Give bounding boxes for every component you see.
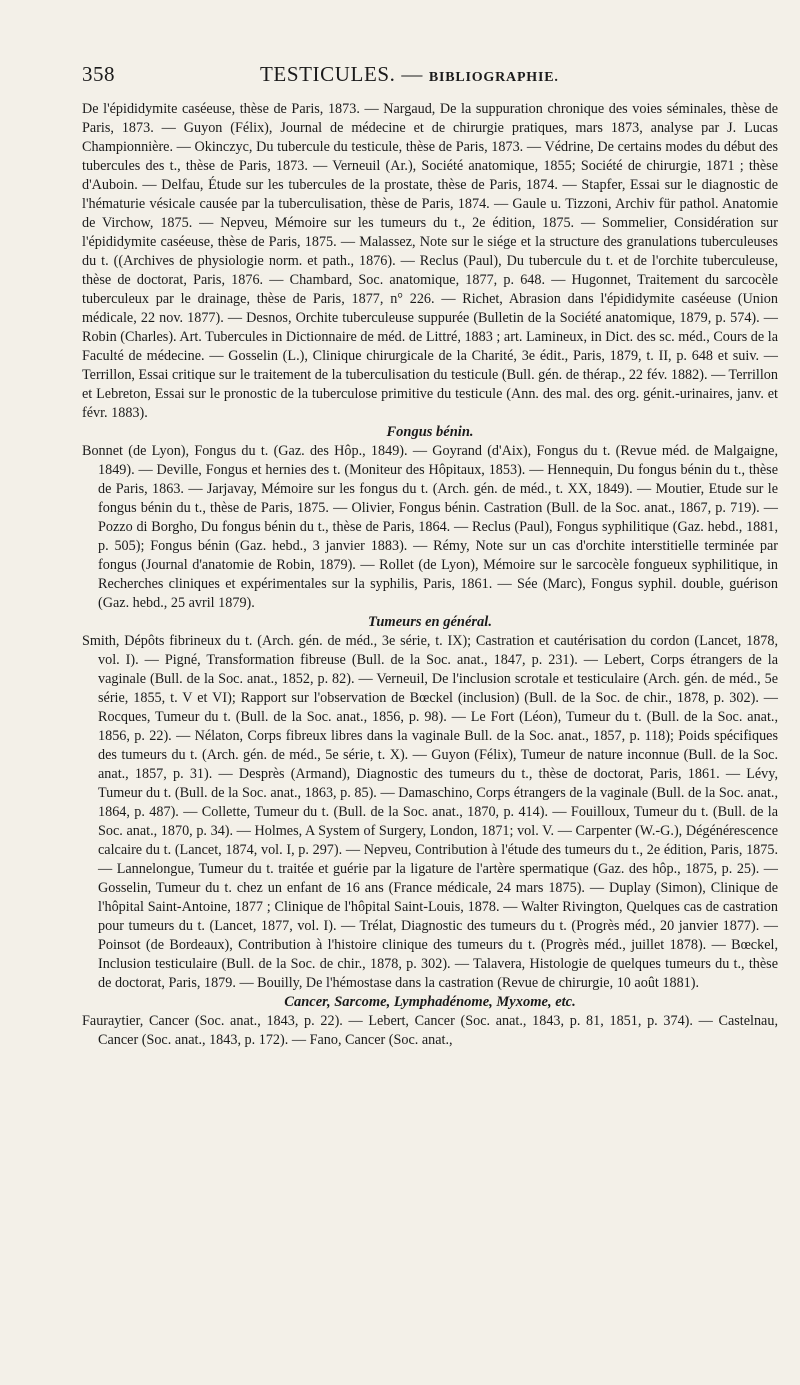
section-title-fongus: Fongus bénin. — [386, 424, 474, 440]
page-number: 358 — [82, 62, 115, 86]
section-title-cancer: Cancer, Sarcome, Lymphadénome, Myxome, etc. — [284, 994, 576, 1010]
running-head — [260, 62, 559, 87]
section-title-tumeurs: Tumeurs en général. — [368, 614, 492, 630]
bibliography-paragraph-fongus: Bonnet (de Lyon), Fongus du t. (Gaz. des Hôp., 1849). — Goyrand (d'Aix), Fongus du t. (Revue méd. de Malgaigne, 1849). — Deville, Fongus et hernies des t. (Moniteur des Hôpitaux, 1853). — Hennequin, Du fongus bénin du t., thèse de Paris, 1863. — Jarjavay, Mémoire sur les fongus du t. (Arch. gén. de méd., t. XX, 1849). — Moutier, Etude sur le fongus bénin du t., thèse de Paris, 1875. — Olivier, Fongus bénin. Castration (Bull. de la Soc. anat., 1867, p. 719). — Pozzo di Borgho, Du fongus bénin du t., thèse de Paris, 1864. — Reclus (Paul), Fongus syphilitique (Gaz. hebd., 1881, p. 505); Fongus bénin (Gaz. hebd., 3 janvier 1883). — Rémy, Note sur un cas d'orchite interstitielle terminée par fongus (Journal d'anatomie de Robin, 1879). — Rollet (de Lyon), Mémoire sur le sarcocèle fongueux syphilitique, in Recherches cliniques et expérimentales sur la syphilis, Paris, 1861. — Sée (Marc), Fongus syphil. double, guérison (Gaz. hebd., 25 avril 1879). — [82, 443, 778, 611]
running-head-separator: — — [395, 62, 429, 86]
bibliography-paragraph-tuberculose: De l'épididymite caséeuse, thèse de Paris, 1873. — Nargaud, De la suppuration chronique des voies séminales, thèse de Paris, 1873. — Guyon (Félix), Journal de médecine et de chirurgie pratiques, mars 1873, analyse par J. Lucas Championnière. — Okinczyc, Du tubercule du testicule, thèse de Paris, 1873. — Védrine, De certains modes du début des tubercules des t., thèse de Paris, 1873. — Verneuil (Ar.), Société anatomique, 1855; Société de chirurgie, 1871 ; thèse d'Auboin. — Delfau, Étude sur les tubercules de la prostate, thèse de Paris, 1874. — Stapfer, Essai sur le diagnostic de l'hématurie vésicale causée par la tuberculisation, thèse de Paris, 1874. — Gaule u. Tizzoni, Archiv für pathol. Anatomie de Virchow, 1875. — Nepveu, Mémoire sur les tumeurs du t., 2e édition, 1875. — Sommelier, Considération sur l'épididymite caséeuse, thèse de Paris, 1875. — Malassez, Note sur le siége et la structure des granulations tuberculeuses du t. ((Archives de physiologie norm. et path., 1876). — Reclus (Paul), Du tubercule du t. et de l'orchite tuberculeuse, thèse de doctorat, Paris, 1876. — Chambard, Soc. anatomique, 1877, p. 648. — Hugonnet, Traitement du sarcocèle tuberculeux par le drainage, thèse de Paris, 1877, n° 226. — Richet, Abrasion dans l'épididymite caséeuse (Union médicale, 22 nov. 1877). — Desnos, Orchite tuberculeuse suppurée (Bulletin de la Société anatomique, 1879, p. 574). — Robin (Charles). Art. Tubercules in Dictionnaire de méd. de Littré, 1883 ; art. Lamineux, in Dict. des sc. méd., Cours de la Faculté de médecine. — Gosselin (L.), Clinique chirurgicale de la Charité, 3e édit., Paris, 1879, t. II, p. 648 et suiv. — Terrillon, Essai critique sur le traitement de la tuberculisation du testicule (Bull. gén. de thérap., 22 fév. 1882). — Terrillon et Lebreton, Essai sur le pronostic de la tuberculose primitive du testicule (Ann. des mal. des org. génit.-urinaires, janv. et févr. 1883). — [82, 101, 778, 421]
bibliography-paragraph-tumeurs: Smith, Dépôts fibrineux du t. (Arch. gén. de méd., 3e série, t. IX); Castration et cautérisation du cordon (Lancet, 1878, vol. I). — Pigné, Transformation fibreuse (Bull. de la Soc. anat., 1847, p. 231). — Lebert, Corps étrangers de la vaginale (Bull. de la Soc. anat., 1852, p. 82). — Verneuil, De l'inclusion scrotale et testiculaire (Arch. gén. de méd., 5e série, 1855, t. V et VI); Rapport sur l'observation de Bœckel (inclusion) (Bull. de la Soc. de chir., 1878, p. 302). — Rocques, Tumeur du t. (Bull. de la Soc. anat., 1856, p. 98). — Le Fort (Léon), Tumeur du t. (Bull. de la Soc. anat., 1856, p. 22). — Nélaton, Corps fibreux libres dans la vaginale Bull. de la Soc. anat., 1857, p. 118); Poids spécifiques des tumeurs du t. (Arch. gén. de méd., 5e série, t. X). — Guyon (Félix), Tumeur de nature inconnue (Bull. de la Soc. anat., 1857, p. 31). — Desprès (Armand), Diagnostic des tumeurs du t., thèse de doctorat, Paris, 1861. — Lévy, Tumeur du t. (Bull. de la Soc. anat., 1863, p. 85). — Damaschino, Corps étrangers de la vaginale (Bull. de la Soc. anat., 1864, p. 487). — Collette, Tumeur du t. (Bull. de la Soc. anat., 1870, p. 414). — Fouilloux, Tumeur du t. (Bull. de la Soc. anat., 1870, p. 34). — Holmes, A System of Surgery, London, 1871; vol. V. — Carpenter (W.-G.), Dégénérescence calcaire du t. (Lancet, 1874, vol. I, p. 297). — Nepveu, Contribution à l'étude des tumeurs du t., 2e édition, Paris, 1875. — Lannelongue, Tumeur du t. traitée et guérie par la ligature de l'artère spermatique (Gaz. des hôp., 1875, p. 25). — Gosselin, Tumeur du t. chez un enfant de 16 ans (France médicale, 24 mars 1875). — Duplay (Simon), Clinique de l'hôpital Saint-Antoine, 1877 ; Clinique de l'hôpital Saint-Louis, 1878. — Walter Rivington, Quelques cas de castration pour tumeurs du t. (Lancet, 1877, vol. I). — Trélat, Diagnostic des tumeurs du t. (Progrès méd., 20 janvier 1877). — Poinsot (de Bordeaux), Contribution à l'histoire clinique des tumeurs du t. (Progrès méd., juillet 1878). — Bœckel, Inclusion testiculaire (Bull. de la Soc. de chir., 1878, p. 302). — Talavera, Histologie de quelques tumeurs du t., thèse de doctorat, Paris, 1879. — Bouilly, De l'hémostase dans la castration (Revue de chirurgie, 10 août 1881). — [82, 633, 778, 991]
bibliography-paragraph-cancer: Fauraytier, Cancer (Soc. anat., 1843, p. 22). — Lebert, Cancer (Soc. anat., 1843, p. 81, 1851, p. 374). — Castelnau, Cancer (Soc. anat., 1843, p. 172). — Fano, Cancer (Soc. anat., — [82, 1013, 778, 1048]
running-head-subtitle: BIBLIOGRAPHIE. — [428, 70, 559, 85]
bibliography-body — [82, 100, 778, 1050]
running-head-title: TESTICULES. — [260, 62, 396, 86]
page-header — [82, 62, 778, 92]
